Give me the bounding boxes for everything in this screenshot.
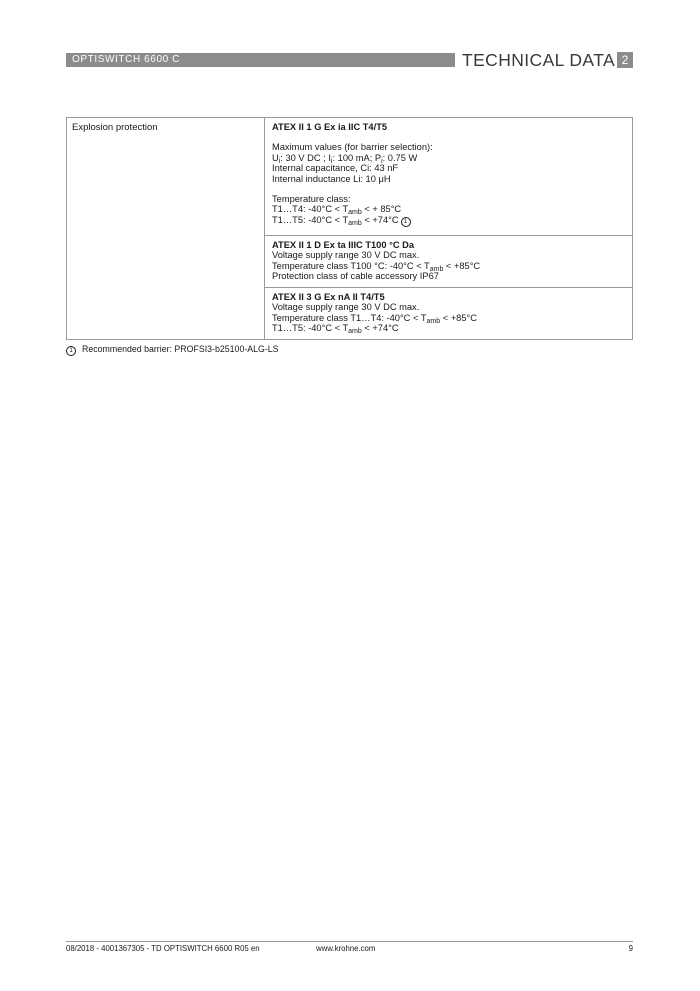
temp-t5-line: T1…T5: $-40^\circ C < T_{amb} < +74^\circ C$ 1 [272,215,628,227]
atex-1d-title: ATEX II 1 D Ex ta IIIC T100 °C Da [272,240,415,250]
temp-t5-line: T1…T5: $-40^\circ C < T_{amb} < +74^\circ C$ [272,323,399,336]
atex-1d-cell [272,240,628,282]
atex-1g-title: ATEX II 1 G Ex ia IIC T4/T5 [272,122,388,132]
atex-1g-cell [272,122,628,227]
max-values-line: $U_i$: 30 V DC ; $I_i$: 100 mA; $P_i$: 0.75 W [272,152,418,165]
capacitance-line: Internal capacitance, Ci: 43 nF [272,163,399,174]
footnote [66,344,279,356]
header-chapter-number: 2 [617,52,633,68]
voltage-line: Voltage supply range 30 V DC max. [272,250,420,261]
atex-3g-title: ATEX II 3 G Ex nA II T4/T5 [272,292,385,302]
protection-class-line: Protection class of cable accessory IP67 [272,271,439,282]
voltage-line: Voltage supply range 30 V DC max. [272,302,420,313]
temp-t100-line: Temperature class T100 °C: $-40^\circ C < T_{amb} < +85^\circ C$ [272,260,481,273]
inductance-line: Internal inductance Li: 10 μH [272,173,391,184]
footer-url: www.krohne.com [316,944,376,953]
footnote-text: Recommended barrier: PROFSI3-b25100-ALG-LS [82,344,279,354]
footnote-mark-icon: 1 [66,346,76,356]
temp-class-intro: Temperature class: [272,194,351,205]
temp-t4-line: Temperature class T1…T4: $-40^\circ C < T_{amb} < +85^\circ C$ [272,312,477,325]
row-divider-1 [264,235,632,236]
column-divider [264,118,265,339]
footer-rule [66,941,633,942]
parameter-label: Explosion protection [72,122,158,133]
footer-document-id: 08/2018 - 4001367305 - TD OPTISWITCH 6600 R05 en [66,944,260,953]
footnote-mark-icon: 1 [401,217,411,227]
header-section-title: TECHNICAL DATA [462,50,616,70]
explosion-protection-table [66,117,633,340]
max-values-intro: Maximum values (for barrier selection): [272,142,433,153]
atex-3g-cell [272,292,628,334]
temp-t4-line: T1…T4: $-40^\circ C < T_{amb}$ < + 85°C [272,204,402,217]
header-product-name: OPTISWITCH 6600 C [72,54,180,65]
footer-page-number: 9 [628,944,633,953]
row-divider-2 [264,287,632,288]
